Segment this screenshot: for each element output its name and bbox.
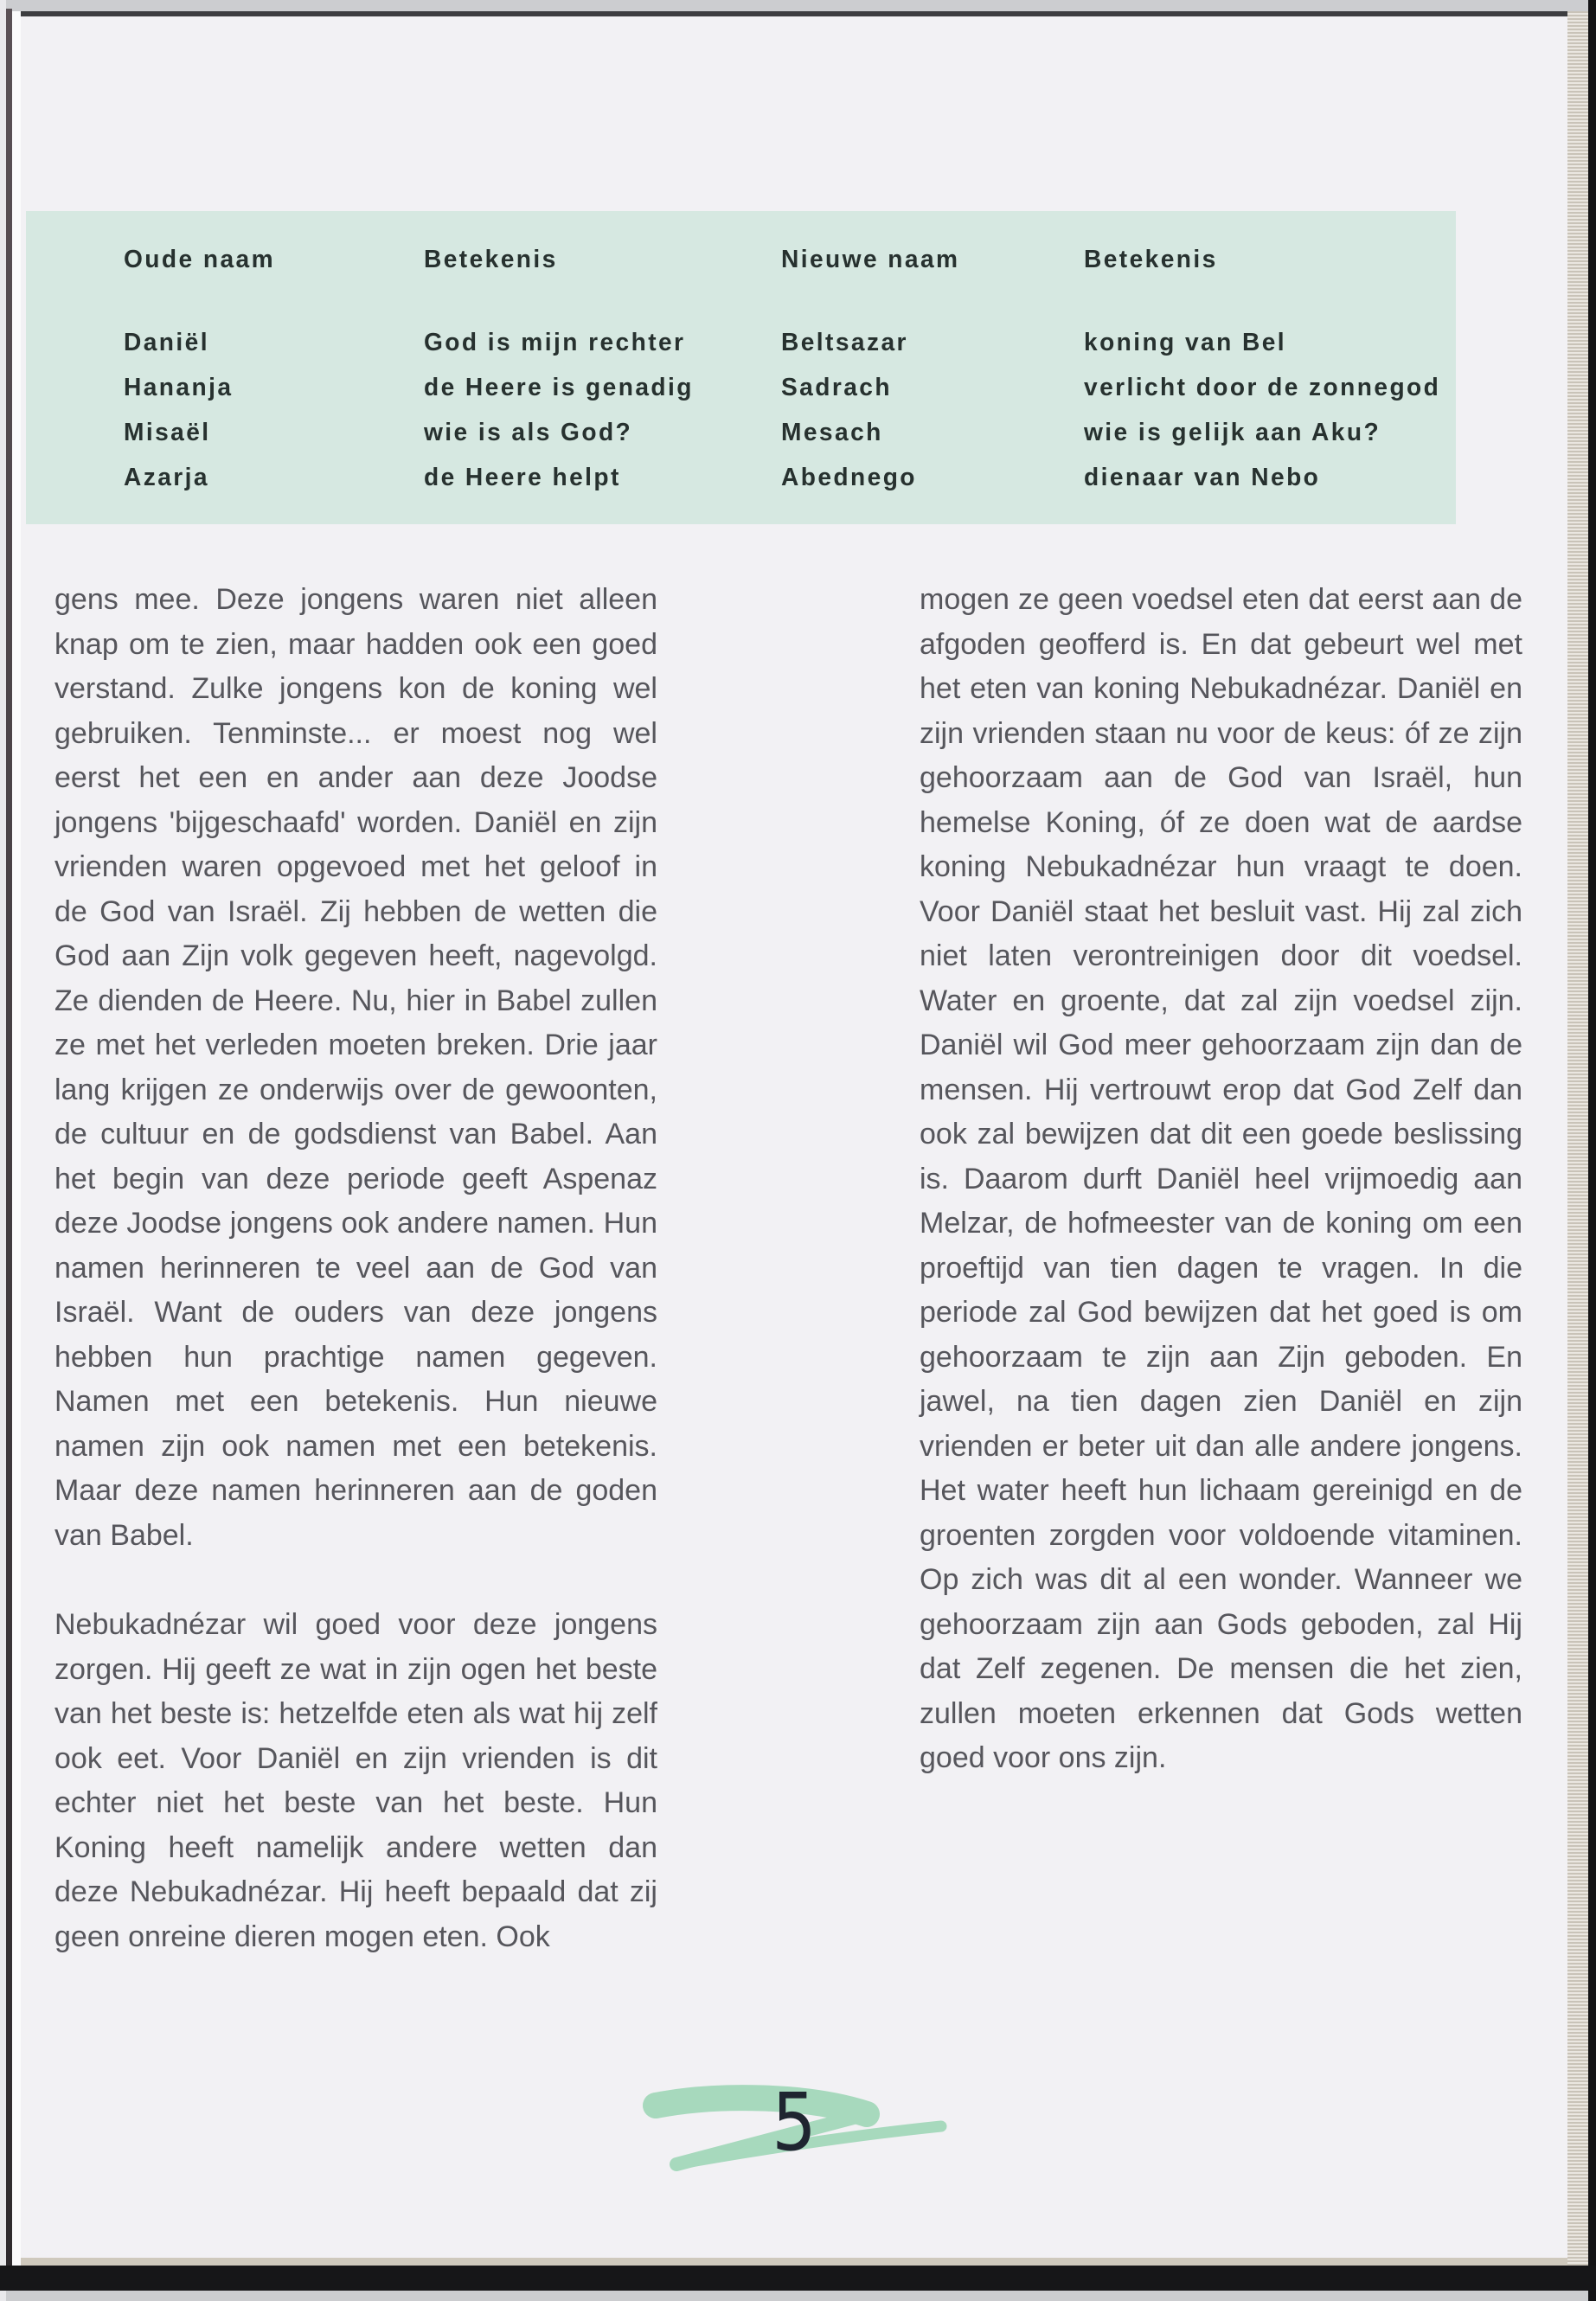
table-cell: Azarja <box>124 464 209 491</box>
table-cell: Mesach <box>781 419 883 446</box>
page-left-highlight <box>12 11 21 2278</box>
table-cell: wie is als God? <box>424 419 633 446</box>
table-cell: de Heere is genadig <box>424 374 694 401</box>
paragraph: Nebukadnézar wil goed voor deze jongens zorgen. Hij geeft ze wat in zijn ogen het beste van het beste is: hetzelfde eten als wat hij zelf ook eet. Voor Daniël en zijn vrienden is dit echter niet het beste van het beste. Hun Koning heeft namelijk andere wetten dan deze Nebukadnézar. Hij heeft bepaald dat zij geen onreine dieren mogen eten. Ook <box>54 1608 657 1953</box>
table-cell: Beltsazar <box>781 329 908 356</box>
table-cell: Misaël <box>124 419 211 446</box>
table-cell: koning van Bel <box>1084 329 1287 356</box>
column-cells <box>424 320 694 500</box>
body-text-right-column <box>920 578 1522 1781</box>
table-cell: Hananja <box>124 374 234 401</box>
paragraph: gens mee. Deze jongens waren niet alleen knap om te zien, maar hadden ook een goed verstand. Zulke jongens kon de koning wel gebruiken. Tenminste... er moest nog wel eerst het een en ander aan deze Joodse jongens 'bijgeschaafd' worden. Daniël en zijn vrienden waren opgevoed met het geloof in de God van Israël. Zij hebben de wetten die God aan Zijn volk gegeven heeft, nagevolgd. Ze dienden de Heere. Nu, hier in Babel zullen ze met het verleden moeten breken. Drie jaar lang krijgen ze onderwijs over de gewoonten, de cultuur en de godsdienst van Babel. Aan het begin van deze periode geeft Aspenaz deze Joodse jongens ook andere namen. Hun namen herinneren te veel aan de God van Israël. Want de ouders van deze jongens hebben hun prachtige namen gegeven. Namen met een betekenis. Hun nieuwe namen zijn ook namen met een betekenis. Maar deze namen herinneren aan de goden van Babel. <box>54 583 657 1552</box>
book-cloth-right-edge <box>1567 11 1588 2278</box>
column-header: Oude naam <box>124 246 276 273</box>
table-cell: God is mijn rechter <box>424 329 686 356</box>
page-left-margin <box>0 0 6 2301</box>
page-number: 5 <box>772 2076 817 2169</box>
paragraph: mogen ze geen voedsel eten dat eerst aan de afgoden geofferd is. En dat gebeurt wel met het eten van koning Nebukadnézar. Daniël en zijn vrienden staan nu voor de keus: óf ze zijn gehoorzaam aan de God van Israël, hun hemelse Koning, óf ze doen wat de aardse koning Nebukadnézar hun vraagt te doen. Voor Daniël staat het besluit vast. Hij zal zich niet laten verontreinigen door dit voedsel. Water en groente, dat zal zijn voedsel zijn. Daniël wil God meer gehoorzaam zijn dan de mensen. Hij vertrouwt erop dat God Zelf dan ook zal bewijzen dat dit een goede beslissing is. Daarom durft Daniël heel vrijmoedig aan Melzar, de hofmeester van de koning om een proeftijd van tien dagen te vragen. In die periode zal God bewijzen dat het goed is om gehoorzaam te zijn aan Zijn geboden. En jawel, na tien dagen zien Daniël en zijn vrienden er beter uit dan alle andere jongens. Het water heeft hun lichaam gereinigd en de groenten zorgden voor voldoende vitaminen. Op zich was dit al een wonder. Wanneer we gehoorzaam zijn aan Gods geboden, zal Hij dat Zelf zegenen. De mensen die het zien, zullen moeten erkennen dat Gods wetten goed voor ons zijn. <box>920 583 1522 1774</box>
column-cells <box>781 320 917 500</box>
column-header: Betekenis <box>1084 246 1218 273</box>
column-header: Betekenis <box>424 246 558 273</box>
table-cell: Sadrach <box>781 374 892 401</box>
page-bottom-black-border <box>0 2266 1596 2291</box>
page-left-edge-line <box>6 9 12 2284</box>
column-header: Nieuwe naam <box>781 246 960 273</box>
table-cell: verlicht door de zonnegod <box>1084 374 1441 401</box>
page-right-black-border <box>1588 0 1596 2301</box>
table-cell: Abednego <box>781 464 917 491</box>
table-cell: Daniël <box>124 329 209 356</box>
names-table <box>26 211 1456 524</box>
table-cell: dienaar van Nebo <box>1084 464 1321 491</box>
body-text-left-column <box>54 578 657 1959</box>
table-cell: de Heere helpt <box>424 464 621 491</box>
column-cells <box>124 320 233 500</box>
page-top-edge <box>21 11 1567 16</box>
table-cell: wie is gelijk aan Aku? <box>1084 419 1381 446</box>
book-cloth-bottom-edge <box>21 2258 1567 2266</box>
column-cells <box>1084 320 1440 500</box>
page-footer <box>640 2074 986 2195</box>
